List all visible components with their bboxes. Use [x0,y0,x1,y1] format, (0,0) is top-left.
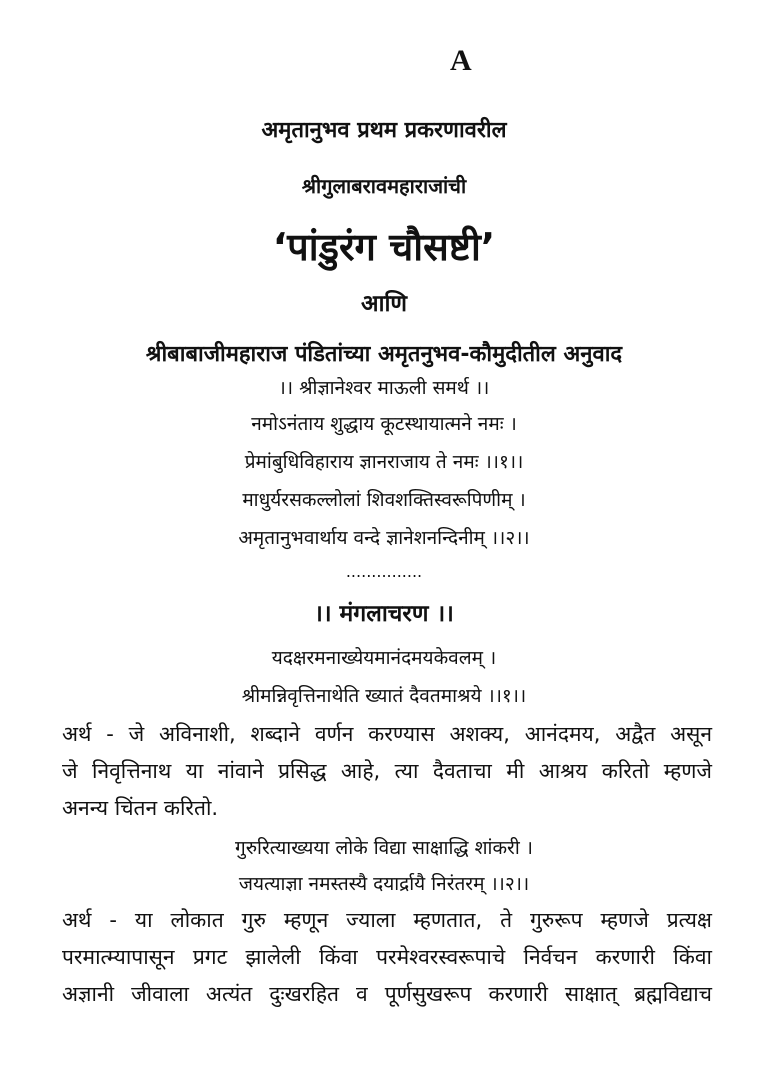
opening-verse: अमृतानुभवार्थाय वन्दे ज्ञानेशनन्दिनीम् ।।२।। [238,527,530,549]
opening-verse: प्रेमांबुधिविहाराय ज्ञानराजाय ते नमः ।।१।। [244,451,524,473]
verse-line: श्रीमन्निवृत्तिनाथेति ख्यातं दैवतमाश्रये ।।१।। [241,685,527,707]
verse-line: यदक्षरमनाख्येयमानंदमयकेवलम् । [271,647,497,669]
verse-line: गुरुरित्याख्यया लोके विद्या साक्षाद्धि शांकरी । [235,837,533,859]
meaning-line: अज्ञानी जीवाला अत्यंत दुःखरहित व पूर्णसुखरूप करणारी साक्षात् ब्रह्मविद्याच [62,982,712,1006]
heading-line-2: श्रीगुलाबरावमहाराजांची [301,174,467,198]
opening-verse: माधुर्यरसकल्लोलां शिवशक्तिस्वरूपिणीम् । [242,489,526,511]
meaning-line: अनन्य चिंतन करितो. [62,796,219,820]
meaning-line: जे निवृत्तिनाथ या नांवाने प्रसिद्ध आहे, त्या दैवताचा मी आश्रय करितो म्हणजे [62,759,712,783]
opening-verse: नमोऽनंताय शुद्धाय कूटस्थायात्मने नमः । [251,413,517,435]
heading-line-3: श्रीबाबाजीमहाराज पंडितांच्या अमृतनुभव-कौमुदीतील अनुवाद [145,342,623,367]
meaning-line: परमात्म्यापासून प्रगट झालेली किंवा परमेश्वरस्वरूपाचे निर्वचन करणारी किंवा [62,945,712,969]
meaning-line: अर्थ - या लोकात गुरु म्हणून ज्याला म्हणतात, ते गुरुरूप म्हणजे प्रत्यक्ष [62,908,712,932]
verse-line: जयत्याज्ञा नमस्तस्यै दयार्द्रायै निरंतरम् ।।२।। [238,873,530,895]
heading-line-1: अमृतानुभव प्रथम प्रकरणावरील [261,118,507,143]
section-title: ।। मंगलाचरण ।। [314,601,454,627]
meaning-line: अर्थ - जे अविनाशी, शब्दाने वर्णन करण्यास अशक्य, आनंदमय, अद्वैत असून [62,722,712,746]
invocation: ।। श्रीज्ञानेश्वर माऊली समर्थ ।। [278,377,490,399]
heading-conjunction: आणि [360,291,408,317]
separator: ............... [345,562,423,581]
document-title: ‘पांडुरंग चौसष्टी’ [272,225,496,269]
page-label: A [450,44,472,77]
